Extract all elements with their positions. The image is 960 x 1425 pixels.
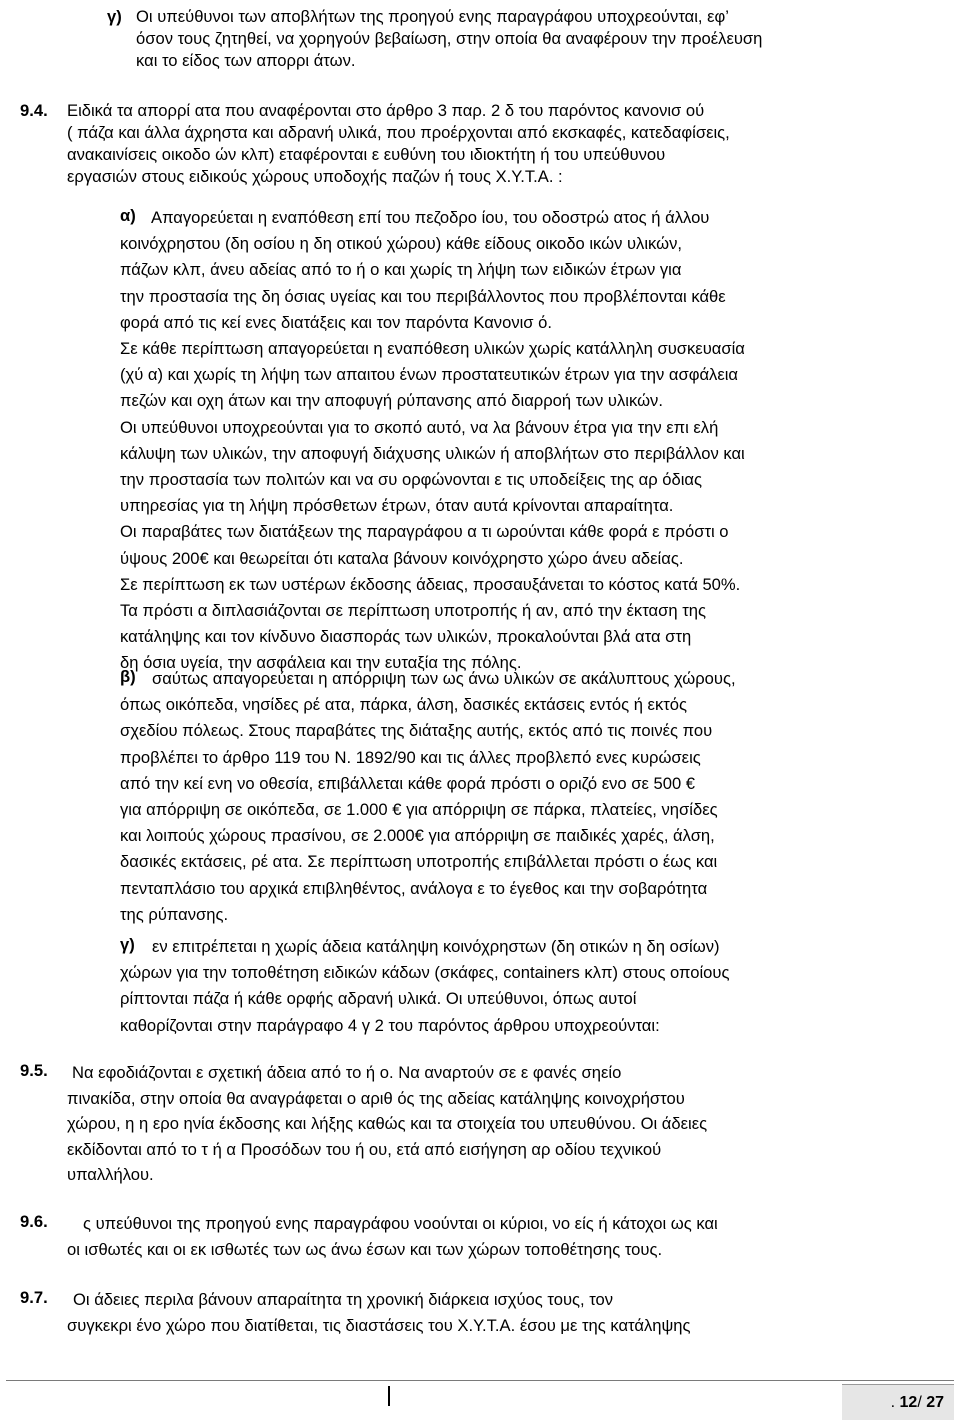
text-line: σαύτως απαγορεύεται η απόρριψη των ως άνω υλικών σε ακάλυπτους χώρους, (152, 669, 736, 688)
text-line: πεζών και οχη άτων και την αποφυγή ρύπανσης από διαρροή των υλικών. (120, 391, 663, 411)
text-line: της ρύπανσης. (120, 904, 229, 924)
text-line: ύψους 200€ και θεωρείται ότι καταλα βάνουν κοινόχρηστο χώρο άνευ αδείας. (120, 548, 684, 568)
page-prefix: . (890, 1394, 900, 1411)
text-line: εκδίδονται από το τ ή α Προσόδων του ή ου, ετά από εισήγηση αρ οδίου τεχνικού (67, 1139, 662, 1159)
page-current: 12 (899, 1394, 918, 1411)
text-line: (χύ α) και χωρίς τη λήψη των απαιτου ένων προστατευτικών έτρων για την ασφάλεια (120, 365, 739, 385)
text-line: την προστασία των πολιτών και να συ ορφώνονται ε τις υποδείξεις της αρ όδιας (120, 470, 702, 490)
text-line: εργασιών στους ειδικούς χώρους υποδοχής παζών ή τους Χ.Υ.Τ.Α. : (67, 167, 563, 186)
footer-divider (6, 1380, 954, 1381)
section-9-7-text (67, 1287, 945, 1338)
text-line: Να εφοδιάζονται ε σχετική άδεια από το ή ο. Να αναρτούν σε ε φανές σηείο (72, 1063, 622, 1082)
text-line: κατάληψης και τον κίνδυνο διασποράς των υλικών, προκαλούνται βλά ατα στη (120, 627, 692, 647)
footer-separator-mark (388, 1386, 390, 1406)
text-line: για απόρριψη σε οικόπεδα, σε 1.000 € για απόρριψη σε πάρκα, πλατείες, νησίδες (120, 800, 718, 820)
text-line: ( πάζα και άλλα άχρηστα και αδρανή υλικά, που προέρχονται από εκσκαφές, κατεδαφίσεις, (67, 123, 730, 142)
text-line: από την κεί ενη νο οθεσία, επιβάλλεται κάθε φορά πρόστι ο οριζό ενο σε 500 € (120, 773, 696, 793)
text-line: εν επιτρέπεται η χωρίς άδεια κατάληψη κοινόχρηστων (δη οτικών η δη οσίων) (152, 937, 720, 956)
text-line: και το είδος των απορρι άτων. (136, 51, 356, 70)
item-label-gamma: γ) (120, 935, 135, 954)
text-line: καθορίζονται στην παράγραφο 4 γ 2 του παρόντος άρθρου υποχρεούνται: (120, 1015, 660, 1035)
text-line: υπηρεσίας για τη λήψη πρόσθετων έτρων, όταν αυτά κρίνονται απαραίτητα. (120, 496, 674, 516)
text-line: υπαλλήλου. (67, 1165, 154, 1185)
text-line: Οι άδειες περιλα βάνουν απαραίτητα τη χρονική διάρκεια ισχύος τους, τον (73, 1290, 614, 1309)
text-line: πενταπλάσιο του αρχικά επιβληθέντος, ανάλογα ε το έγεθος και την σοβαρότητα (120, 878, 708, 898)
text-line: Τα πρόστι α διπλασιάζονται σε περίπτωση υποτροπής ή αν, από την έκταση της (120, 601, 706, 621)
text-line: κάλυψη των υλικών, την αποφυγή διάχυσης υλικών ή αποβλήτων στο περιβάλλον και (120, 443, 745, 463)
section-9-6-text (67, 1211, 945, 1262)
section-number-9-7: 9.7. (20, 1288, 48, 1307)
text-line: δη όσια υγεία, την ασφάλεια και την ευταξία της πόλης. (120, 653, 522, 673)
text-line: Απαγορεύεται η εναπόθεση επί του πεζοδρο ίου, του οδοστρώ ατος ή άλλου (151, 208, 710, 227)
text-line: οι ισθωτές και οι εκ ισθωτές των ως άνω έσων και των χώρων τοποθέτησης τους. (67, 1239, 663, 1259)
text-line: χώρων για την τοποθέτηση ειδικών κάδων (σκάφες, containers κλπ) στους οποίους (120, 963, 730, 983)
text-line: Οι υπεύθυνοι των αποβλήτων της προηγού ενης παραγράφου υποχρεούνται, εφ’ (136, 7, 729, 26)
text-line: συγκεκρι ένο χώρο που διατίθεται, τις διαστάσεις του Χ.Υ.Τ.Α. έσου με της κατάληψης (67, 1315, 691, 1335)
text-line: δασικές εκτάσεις, ρέ ατα. Σε περίπτωση υποτροπής επιβάλλεται πρόστι ο έως και (120, 852, 718, 872)
text-line: κοινόχρηστου (δη οσίου η δη οτικού χώρου) κάθε είδους οικοδο ικών υλικών, (120, 234, 682, 254)
paragraph-g-top (136, 6, 944, 72)
section-number-9-4: 9.4. (20, 101, 48, 120)
section-9-4-text (67, 100, 945, 188)
paragraph-alpha (120, 205, 942, 677)
item-label-beta: β) (120, 667, 136, 686)
page-separator: / (917, 1394, 927, 1411)
section-9-5-text (67, 1060, 945, 1188)
text-line: προβλέπει το άρθρο 119 του Ν. 1892/90 και τις άλλες προβλεπό ενες κυρώσεις (120, 747, 701, 767)
paragraph-gamma (120, 934, 942, 1039)
text-line: φορά από τις κεί ενες διατάξεις και τον παρόντα Κανονισ ό. (120, 312, 552, 332)
text-line: ς υπεύθυνοι της προηγού ενης παραγράφου νοούνται οι κύριοι, νο είς ή κάτοχοι ως και (83, 1214, 718, 1233)
text-line: ανακαινίσεις οικοδο ών κλπ) εταφέρονται ε ευθύνη του ιδιοκτήτη ή του υπεύθυνου (67, 145, 666, 164)
item-label-alpha: α) (120, 206, 136, 225)
text-line: σχεδίου πόλεως. Στους παραβάτες της διάταξης αυτής, εκτός από τις ποινές που (120, 721, 713, 741)
section-number-9-5: 9.5. (20, 1061, 48, 1080)
text-line: πινακίδα, στην οποία θα αναγράφεται ο αριθ ός της αδείας κατάληψης κοινοχρήστου (67, 1088, 685, 1108)
text-line: Ειδικά τα απορρί ατα που αναφέρονται στο άρθρο 3 παρ. 2 δ του παρόντος κανονισ ού (67, 101, 705, 120)
text-line: πάζων κλπ, άνευ αδείας από το ή ο και χωρίς τη λήψη των ειδικών έτρων για (120, 260, 682, 280)
text-line: χώρου, η η ερο ηνία έκδοσης και λήξης καθώς και τα στοιχεία του υπευθύνου. Οι άδειες (67, 1114, 708, 1134)
text-line: ρίπτονται πάζα ή κάθε ορφής αδρανή υλικά. Οι υπεύθυνοι, όπως αυτοί (120, 989, 637, 1009)
text-line: Οι παραβάτες των διατάξεων της παραγράφου α τι ωρούνται κάθε φορά ε πρόστι ο (120, 522, 729, 542)
paragraph-beta (120, 666, 942, 928)
page-total: 27 (926, 1394, 944, 1411)
text-line: Σε κάθε περίπτωση απαγορεύεται η εναπόθεση υλικών χωρίς κατάλληλη συσκευασία (120, 339, 745, 359)
text-line: και λοιπούς χώρους πρασίνου, σε 2.000€ για απόρριψη σε παιδικές χαρές, άλση, (120, 826, 715, 846)
page-number-box (842, 1384, 954, 1420)
text-line: Οι υπεύθυνοι υποχρεούνται για το σκοπό αυτό, να λα βάνουν έτρα για την επι ελή (120, 417, 719, 437)
item-label-g-top: γ) (107, 7, 122, 26)
section-number-9-6: 9.6. (20, 1212, 48, 1231)
text-line: όπως οικόπεδα, νησίδες ρέ ατα, πάρκα, άλση, δασικές εκτάσεις εντός ή εκτός (120, 695, 688, 715)
text-line: την προστασία της δη όσιας υγείας και του περιβάλλοντος που προβλέπονται κάθε (120, 286, 726, 306)
text-line: όσον τους ζητηθεί, να χορηγούν βεβαίωση, στην οποία θα αναφέρουν την προέλευση (136, 29, 763, 48)
text-line: Σε περίπτωση εκ των υστέρων έκδοσης άδειας, προσαυξάνεται το κόστος κατά 50%. (120, 574, 741, 594)
